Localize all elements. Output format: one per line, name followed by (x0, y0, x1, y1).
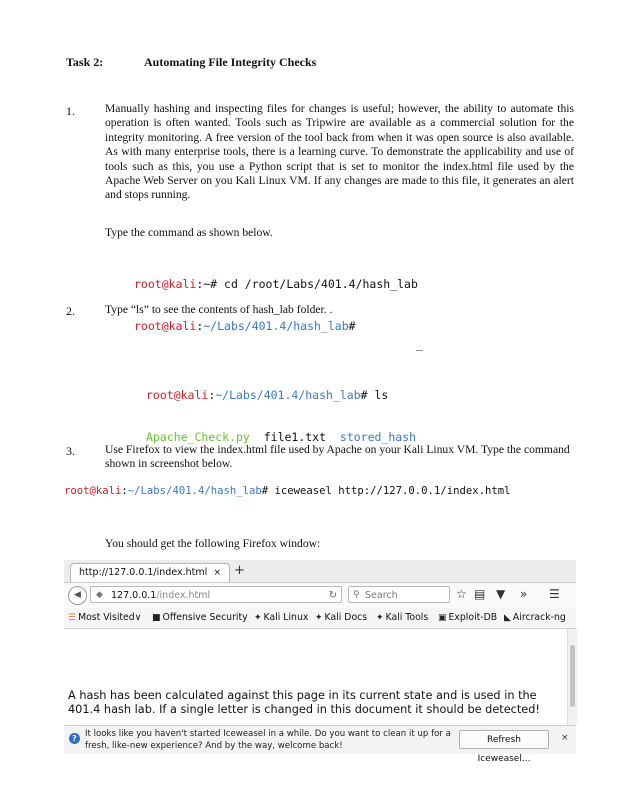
chevron-down-icon: ∨ (134, 612, 142, 623)
step-3-result-text: You should get the following Firefox window: (105, 537, 321, 550)
step-1-number: 1. (66, 104, 75, 118)
bookmark-aircrack-ng[interactable] (504, 608, 566, 628)
notification-bar (64, 725, 576, 764)
bookmark-star-icon[interactable]: ☆ (456, 587, 467, 601)
task-title: Automating File Integrity Checks (144, 55, 317, 69)
bookmark-kali-tools[interactable] (376, 608, 428, 628)
page-content (64, 629, 567, 725)
step-1-text: Manually hashing and inspecting files for changes is useful; however, the ability to automate this operation is often wanted. Tools such as Tripwire are available as a commercial solution for the integrity monitoring. A free version of the tool back from when it was open source is also available. As with many enterprise tools, there is a learning curve. To demonstrate the applicability and use of tools such as this, you use a Python script that is set to monitor the index.html file used by the Apache Web Server on you Kali Linux VM. If any changes are made to this file, it generates an alert and stops running. (105, 102, 574, 202)
bookmark-label: Kali Docs (324, 612, 368, 623)
file-python-script: Apache_Check.py (146, 430, 250, 444)
folder-icon: ☰ (68, 613, 77, 623)
terminal-block-3 (64, 484, 510, 498)
vertical-scrollbar[interactable] (567, 629, 577, 725)
exploit-db-icon: ▣ (438, 613, 447, 623)
new-tab-button[interactable]: + (234, 563, 245, 578)
bookmark-most-visited[interactable] (68, 608, 141, 628)
terminal-line (134, 277, 418, 291)
bookmark-label: Aircrack-ng (512, 612, 566, 623)
command-text: # iceweasel http://127.0.0.1/index.html (261, 485, 511, 497)
navigation-toolbar (64, 582, 576, 609)
terminal-line (146, 430, 416, 444)
hamburger-menu-icon[interactable]: ☰ (549, 587, 560, 601)
refresh-iceweasel-button[interactable]: Refresh Iceweasel... (459, 730, 549, 749)
command-text: cd /root/Labs/401.4/hash_lab (224, 277, 418, 291)
overflow-chevron-icon[interactable]: » (520, 587, 528, 601)
step-3-number: 3. (66, 444, 75, 458)
prompt-sep: : (121, 485, 128, 497)
page-text: A hash has been calculated against this page in its current state and is used in the 401.4 hash lab. If a single letter is changed in this document it should be detected! (68, 689, 540, 716)
firefox-window (64, 560, 576, 764)
prompt-user: root@kali (134, 277, 197, 291)
search-placeholder: Search (365, 590, 398, 601)
prompt-user: root@kali (134, 319, 197, 333)
step-2-text: Type “ls” to see the contents of hash_lab folder. . (105, 303, 333, 316)
url-host: 127.0.0.1 (111, 590, 157, 601)
prompt-sep: : (208, 388, 216, 402)
tab-bar (64, 560, 576, 582)
prompt-user: root@kali (146, 388, 209, 402)
task-heading (66, 55, 317, 70)
kali-dragon-icon: ✦ (315, 613, 323, 623)
bookmarks-toolbar (64, 608, 576, 629)
notification-text: It looks like you haven't started Iceweasel in a while. Do you want to clean it up for a fresh, like-new experience? And by the way, welcome back! (85, 729, 451, 751)
terminal-line (134, 319, 418, 333)
reload-icon[interactable]: ↻ (328, 590, 337, 601)
prompt-symbol: # (348, 319, 356, 333)
bookmark-label: Offensive Security (162, 612, 248, 623)
prompt-path: ~/Labs/401.4/hash_lab (215, 388, 361, 402)
file-text: file1.txt (263, 430, 327, 444)
back-arrow-icon: ◀ (74, 590, 81, 600)
bookmarks-menu-icon[interactable]: ▤ (474, 587, 486, 601)
bookmark-label: Most Visited (78, 612, 135, 623)
notification-close-icon[interactable]: × (561, 733, 569, 743)
url-path: /index.html (156, 590, 211, 601)
aircrack-icon: ◣ (504, 613, 511, 623)
bookmark-label: Exploit-DB (448, 612, 498, 623)
bookmark-kali-linux[interactable] (254, 608, 308, 628)
tab-title: http://127.0.0.1/index.html (79, 567, 208, 578)
browser-tab[interactable] (70, 563, 230, 582)
bookmark-label: Kali Linux (263, 612, 309, 623)
command-text: # ls (360, 388, 389, 402)
pocket-icon[interactable]: ▼ (496, 587, 506, 601)
bookmark-kali-docs[interactable] (315, 608, 367, 628)
back-button[interactable] (68, 586, 87, 605)
prompt-sep: : (196, 319, 204, 333)
bookmark-label: Kali Tools (385, 612, 429, 623)
step-2-number: 2. (66, 304, 75, 318)
terminal-block-2 (146, 337, 423, 458)
close-icon[interactable]: × (213, 568, 221, 578)
page-info-icon[interactable]: ◆ (96, 590, 103, 600)
prompt-path: ~/Labs/401.4/hash_lab (127, 485, 262, 497)
bookmark-exploit-db[interactable] (438, 608, 497, 628)
kali-dragon-icon: ✦ (376, 613, 384, 623)
terminal-cursor: _ (416, 337, 423, 351)
task-label: Task 2: (66, 55, 104, 69)
terminal-line (146, 388, 416, 402)
prompt-sep: :~# (196, 277, 225, 291)
prompt-path: ~/Labs/401.4/hash_lab (203, 319, 349, 333)
step-1-instruction: Type the command as shown below. (105, 226, 273, 239)
info-icon: ? (69, 733, 80, 744)
search-input[interactable] (348, 586, 450, 603)
file-stored-hash: stored_hash (339, 430, 417, 444)
offsec-icon: ■ (152, 613, 161, 623)
search-icon: ⚲ (353, 590, 360, 600)
step-3-text: Use Firefox to view the index.html file used by Apache on your Kali Linux VM. Type the command shown in screenshot below. (105, 443, 570, 471)
scrollbar-thumb[interactable] (570, 645, 575, 707)
kali-dragon-icon: ✦ (254, 613, 262, 623)
terminal-block-1 (134, 249, 418, 347)
prompt-user: root@kali (64, 485, 122, 497)
bookmark-offensive-security[interactable] (152, 608, 248, 628)
url-bar[interactable] (90, 586, 342, 603)
